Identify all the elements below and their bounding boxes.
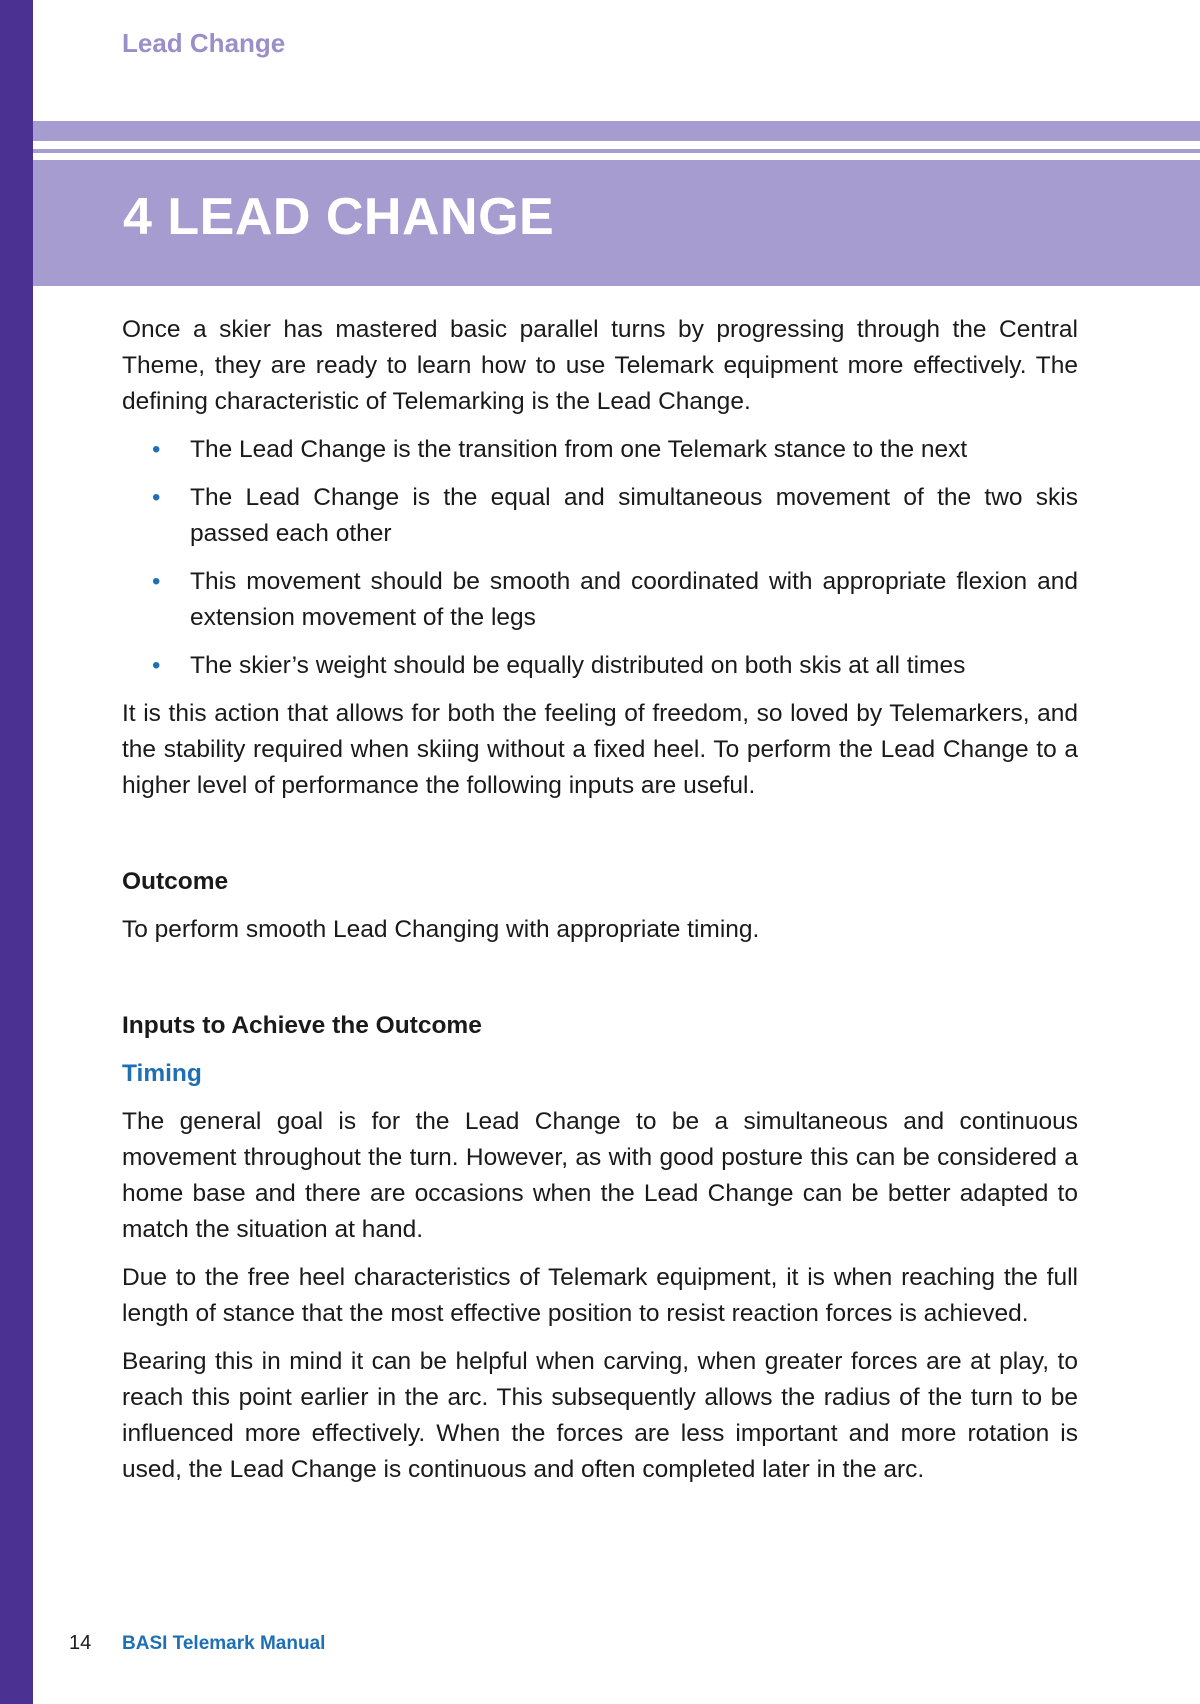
decorative-band-top bbox=[33, 121, 1200, 141]
chapter-title: 4 LEAD CHANGE bbox=[123, 188, 555, 246]
bullet-item bbox=[122, 480, 1078, 552]
bullet-list bbox=[122, 432, 1078, 684]
bullet-item bbox=[122, 648, 1078, 684]
chapter-title-band bbox=[33, 160, 1200, 286]
bullet-item bbox=[122, 432, 1078, 468]
bullet-text: The skier’s weight should be equally distributed on both skis at all times bbox=[190, 652, 966, 679]
bullet-text: The Lead Change is the transition from one Telemark stance to the next bbox=[190, 436, 968, 463]
bullet-text: The Lead Change is the equal and simultaneous movement of the two skis passed each other bbox=[190, 484, 1078, 547]
intro-paragraph: Once a skier has mastered basic parallel turns by progressing through the Central Theme, they are ready to learn how to use Telemark equipment more effectively. The defining characteristic of Telemarking is the Lead Change. bbox=[122, 316, 1078, 415]
timing-paragraph: Bearing this in mind it can be helpful when carving, when greater forces are at play, to reach this point earlier in the arc. This subsequently allows the radius of the turn to be influenced more effectively. When the forces are less important and more rotation is used, the Lead Change is continuous and often completed later in the arc. bbox=[122, 1348, 1078, 1483]
bullet-item bbox=[122, 564, 1078, 636]
after-bullets-paragraph: It is this action that allows for both the feeling of freedom, so loved by Telemarkers, and the stability required when skiing without a fixed heel. To perform the Lead Change to a higher level of performance the following inputs are useful. bbox=[122, 700, 1078, 799]
inputs-heading: Inputs to Achieve the Outcome bbox=[122, 1012, 482, 1039]
bullet-text: This movement should be smooth and coordinated with appropriate flexion and extension movement of the legs bbox=[190, 568, 1078, 631]
footer-manual-title: BASI Telemark Manual bbox=[122, 1633, 326, 1654]
bullet-icon: • bbox=[152, 652, 161, 679]
bullet-icon: • bbox=[152, 568, 161, 595]
outcome-heading: Outcome bbox=[122, 868, 229, 895]
page-footer bbox=[69, 1632, 326, 1655]
side-color-bar bbox=[0, 0, 33, 1704]
timing-subheading: Timing bbox=[122, 1060, 202, 1087]
page-content bbox=[122, 312, 1078, 1500]
section-spacer bbox=[122, 816, 1078, 864]
timing-paragraph: The general goal is for the Lead Change to be a simultaneous and continuous movement throughout the turn. However, as with good posture this can be considered a home base and there are occasions when the Lead Change can be better adapted to match the situation at hand. bbox=[122, 1108, 1078, 1243]
bullet-icon: • bbox=[152, 484, 161, 511]
page-number: 14 bbox=[69, 1632, 92, 1654]
bullet-icon: • bbox=[152, 436, 161, 463]
section-spacer bbox=[122, 960, 1078, 1008]
decorative-band-line bbox=[33, 149, 1200, 153]
running-header: Lead Change bbox=[122, 28, 286, 58]
outcome-text: To perform smooth Lead Changing with appropriate timing. bbox=[122, 916, 760, 943]
timing-paragraph: Due to the free heel characteristics of Telemark equipment, it is when reaching the full length of stance that the most effective position to resist reaction forces is achieved. bbox=[122, 1264, 1078, 1327]
